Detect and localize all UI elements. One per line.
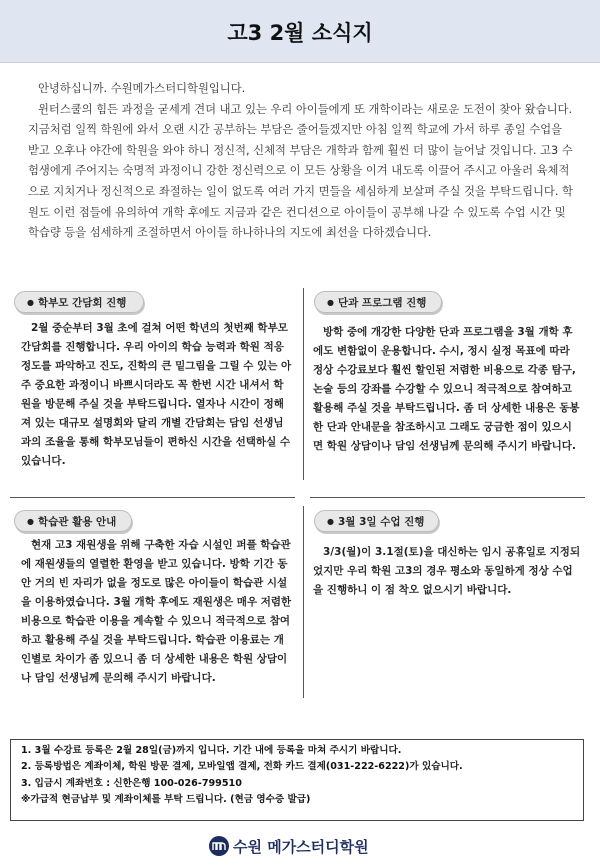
section-header-study-hall bbox=[14, 510, 132, 532]
section-body-text: 2월 중순부터 3월 초에 걸쳐 어떤 학년의 첫번째 학부모 간담회를 진행합니다. 우리 아이의 학습 능력과 학원 적응 정도를 파악하고 진도, 진학의 큰 밑그림을 그릴 수 있는 아주 중요한 과정이니 바쁘시더라도 꼭 한번 시간 내셔서 학원을 방문해 주실 것을 부탁드립니다. 열자나 시간이 정해져 있는 대규모 설명회와 달리 개별 간담회는 담임 선생님과의 조율을 통해 학부모님들이 편하신 시간을 선택하실 수 있습니다. bbox=[21, 322, 292, 467]
section-divider-right bbox=[310, 497, 585, 498]
payment-notice-box bbox=[10, 739, 584, 821]
section-body-parent-meeting bbox=[21, 319, 292, 471]
section-body-march3 bbox=[313, 543, 581, 600]
section-divider-left bbox=[10, 497, 295, 498]
footer-academy-name: 수원 메가스터디학원 bbox=[233, 838, 369, 856]
intro-letter bbox=[28, 79, 574, 244]
notice-line-account: 3. 입금시 계좌번호 : 신한은행 100-026-799510 bbox=[21, 777, 242, 789]
bullet-icon: ● bbox=[327, 298, 334, 307]
notice-line-deadline: 1. 3월 수강료 등록은 2월 28일(금)까지 입니다. 기간 내에 등록을 마쳐 주시기 바랍니다. bbox=[21, 745, 402, 756]
section-body-program bbox=[313, 323, 581, 456]
section-header-program bbox=[314, 291, 442, 313]
section-body-text: 3/3(월)이 3.1절(토)을 대신하는 임시 공휴일로 지정되었지만 우리 학원 고3의 경우 평소와 동일하게 정상 수업을 진행하니 이 점 착오 없으시기 바랍니다. bbox=[313, 546, 581, 596]
section-title: 단과 프로그램 진행 bbox=[337, 297, 427, 309]
section-title: 학습관 활용 안내 bbox=[37, 516, 117, 528]
section-title: 3월 3일 수업 진행 bbox=[337, 516, 425, 528]
section-body-text: 방학 중에 개강한 다양한 단과 프로그램을 3월 개학 후에도 변함없이 운용합니다. 수시, 정시 실정 목표에 따라 정상 수강료보다 훨씬 할인된 저렴한 비용으로 각종 탐구, 논술 등의 강좌를 수강할 수 있으니 적극적으로 참여하고 활용해 주실 것을 부탁드립니다. 좀 더 상세한 내용은 동봉한 단과 안내문을 참조하시고 그래도 궁금한 점이 있으시면 학원 상담이나 담임 선생님께 문의해 주시기 바랍니다. bbox=[313, 326, 580, 452]
section-title: 학부모 간담회 진행 bbox=[37, 297, 127, 309]
intro-body: 윈터스쿨의 힘든 과정을 굳세게 견뎌 내고 있는 우리 아이들에게 또 개학이라는 새로운 도전이 찾아 왔습니다. 지금처럼 일찍 학원에 와서 오랜 시간 공부하는 부담은 줄어들겠지만 아침 일찍 학교에 가서 하루 종일 수업을 받고 오후나 야간에 학원을 와야 하니 정신적, 신체적 부담은 개학과 함께 훨씬 더 많이 늘어날 것입니다. 고3 수험생에게 주어지는 숙명적 과정이니 강한 정신력으로 이 모든 상황을 이겨 내도록 이끌어 주시고 아울러 육체적으로 지치거나 정신적으로 좌절하는 일이 없도록 여러 가지 면들을 세심하게 보살펴 주실 것을 부탁드립니다. 학원도 이런 점들에 유의하여 개학 후에도 지금과 같은 컨디션으로 아이들이 공부해 나갈 수 있도록 수업 시간 및 학습량 등을 섬세하게 조절하면서 아이들 하나하나의 지도에 최선을 다하겠습니다. bbox=[28, 102, 573, 240]
notice-line-methods: 2. 등록방법은 계좌이체, 학원 방문 결제, 모바일앱 결제, 전화 카드 결제(031-222-6222)가 있습니다. bbox=[21, 761, 463, 773]
notice-line-request: ※가급적 현금납부 및 계좌이체를 부탁 드립니다. (현금 영수증 발급) bbox=[21, 794, 311, 806]
section-body-text: 현재 고3 재원생을 위해 구축한 자습 시설인 퍼플 학습관에 재원생들의 열렬한 환영을 받고 있습니다. 방학 기간 동안 거의 빈 자리가 없을 정도로 많은 아이들이 학습관 시설을 이용하였습니다. 3월 개학 후에도 재원생은 매우 저렴한 비용으로 학습관 이용을 계속할 수 있으니 적극적으로 참여하고 활용해 주실 것을 부탁드립니다. 학습관 이용료는 개인별로 차이가 좀 있으니 좀 더 상세한 내용은 학원 상담이나 담임 선생님께 문의해 주시기 바랍니다. bbox=[21, 539, 292, 684]
header-banner bbox=[0, 0, 600, 63]
bullet-icon: ● bbox=[27, 298, 34, 307]
section-header-march3 bbox=[314, 510, 439, 532]
page-title: 고3 2월 소식지 bbox=[227, 21, 373, 45]
column-divider-top bbox=[303, 288, 304, 480]
footer bbox=[0, 826, 600, 867]
intro-greeting: 안녕하십니까. 수원메가스터디학원입니다. bbox=[38, 82, 246, 95]
bullet-icon: ● bbox=[27, 517, 34, 526]
section-body-study-hall bbox=[21, 536, 292, 688]
bullet-icon: ● bbox=[327, 517, 334, 526]
megastudy-logo-icon bbox=[208, 835, 230, 857]
section-header-parent-meeting bbox=[14, 291, 144, 313]
column-divider-bottom bbox=[303, 506, 304, 698]
